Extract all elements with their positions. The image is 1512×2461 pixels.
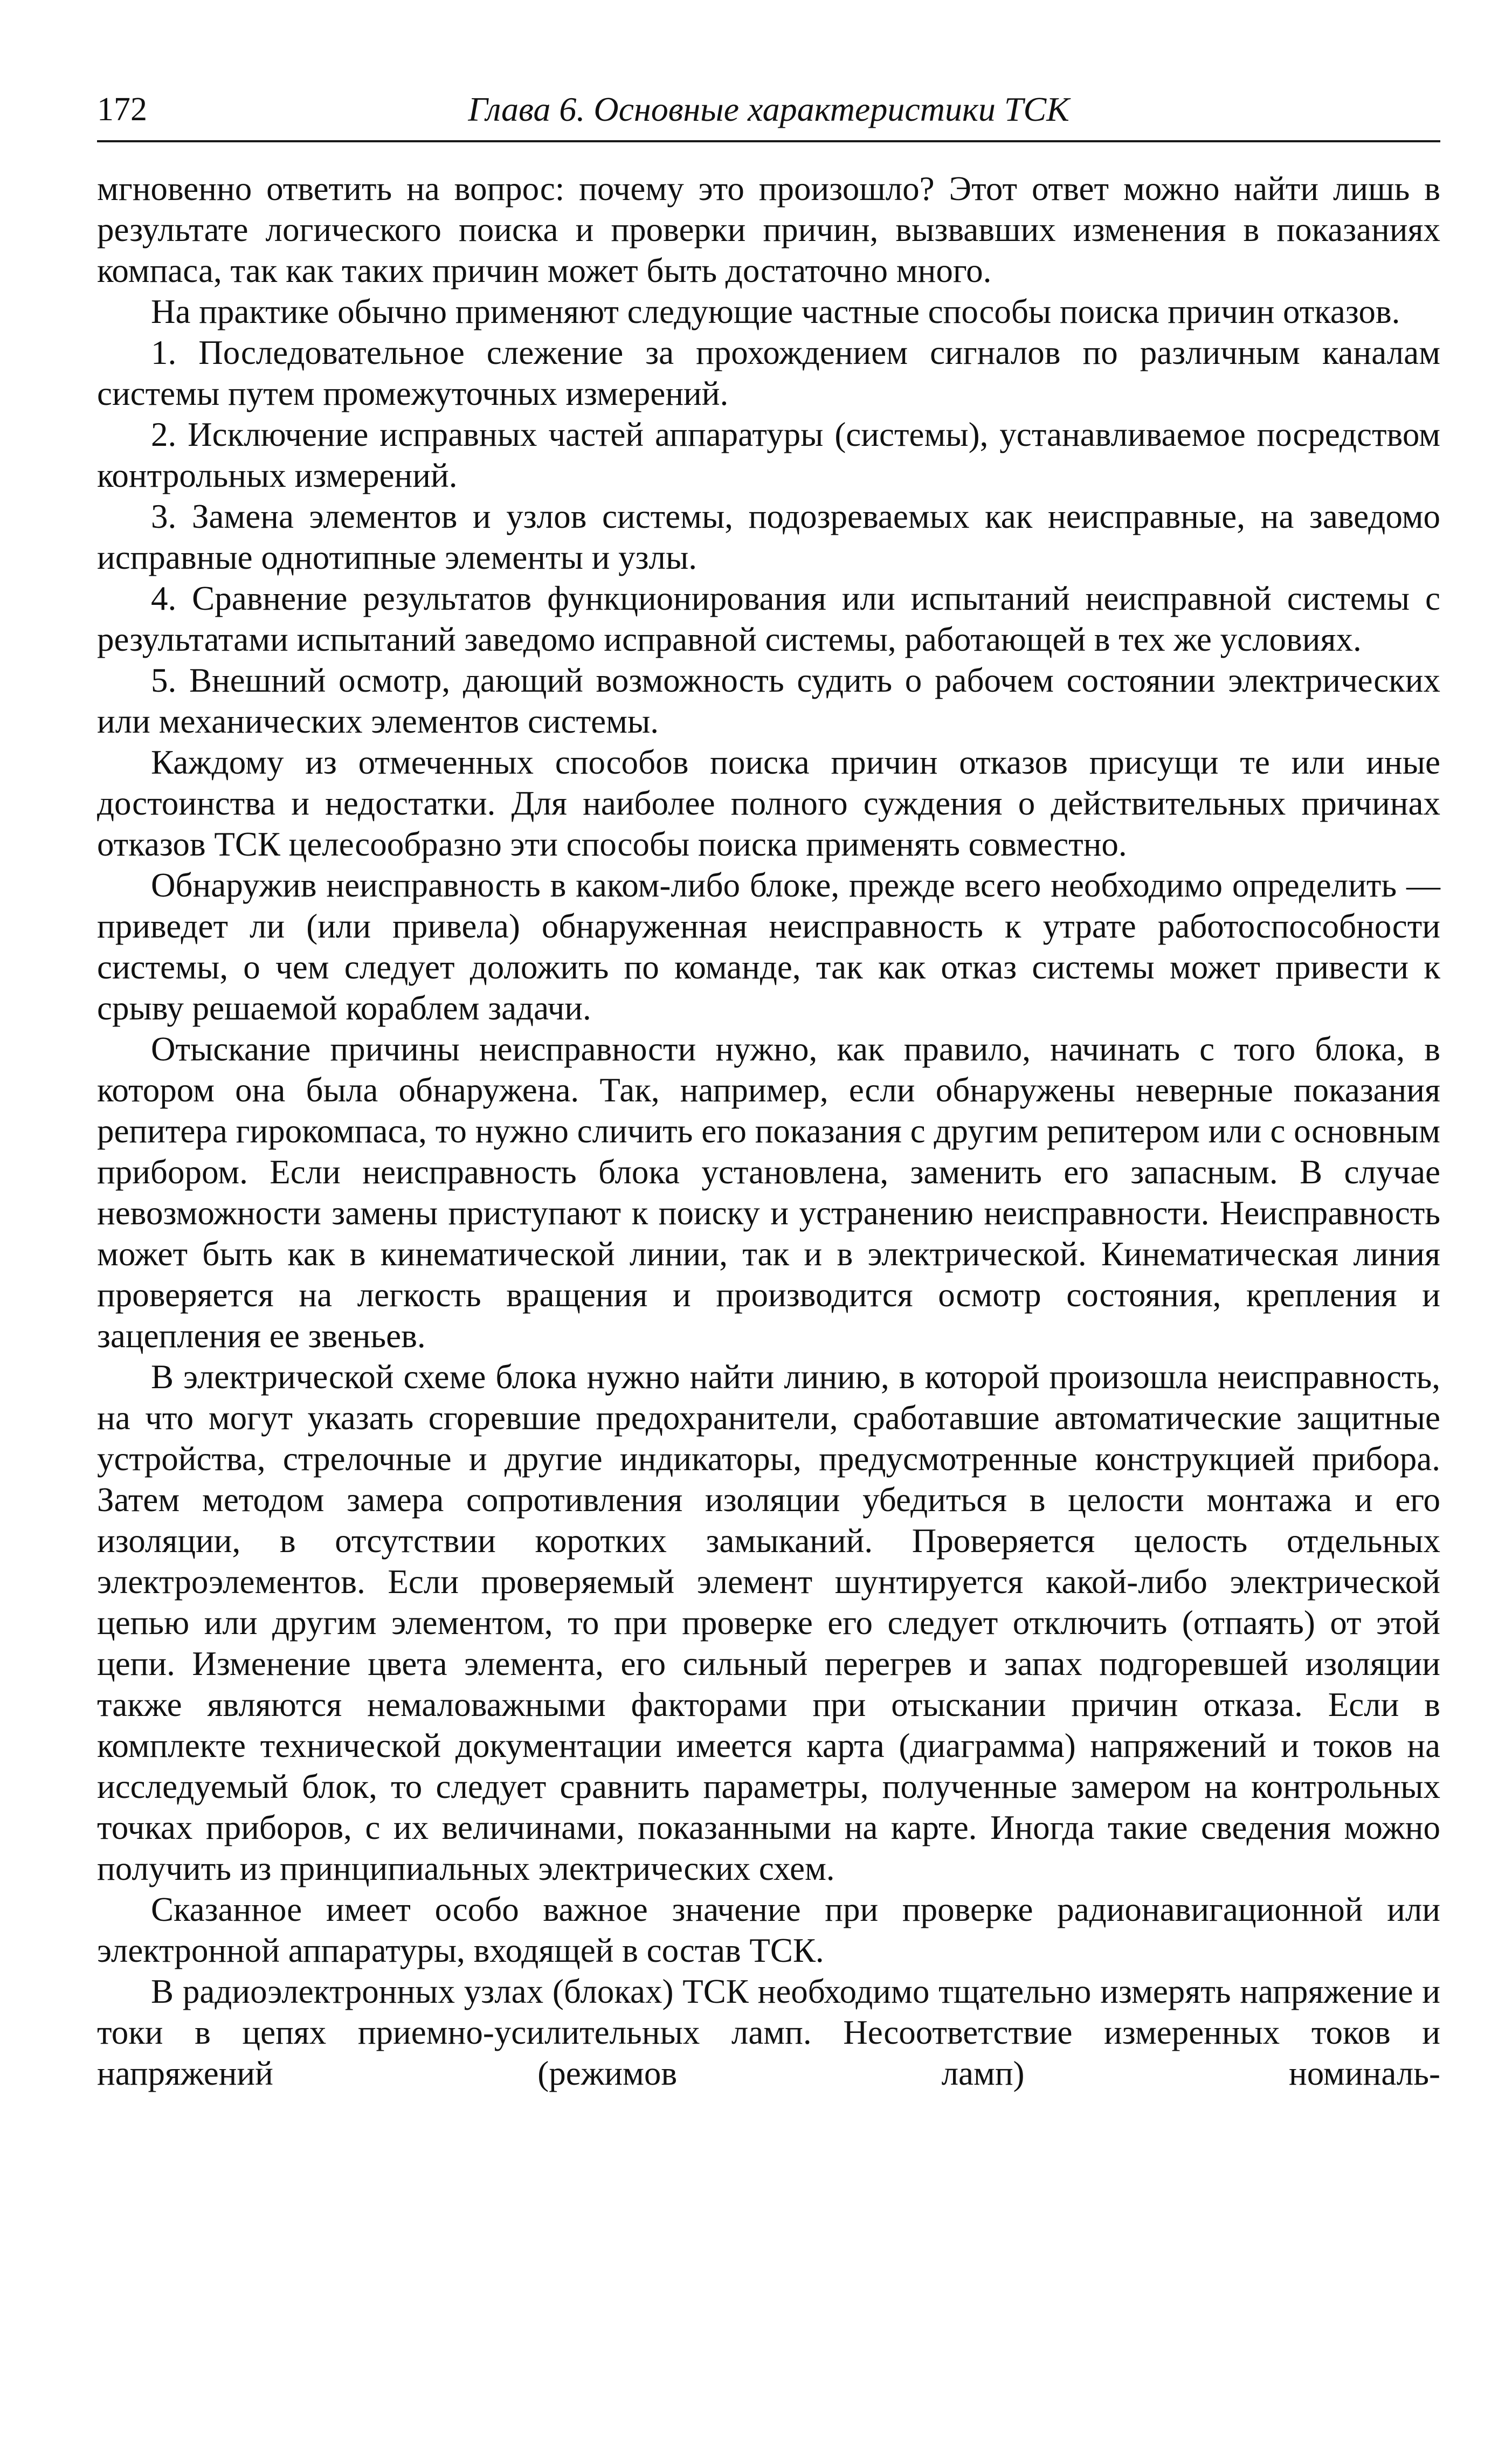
list-item-4: 4. Сравнение результатов функционирования или испытаний неисправной системы с результатами испытаний заведомо исправной системы, работающей в тех же условиях. — [97, 580, 1440, 658]
paragraph-fault-detected: Обнаружив неисправность в каком-либо блоке, прежде всего необходимо определить — приведет ли (или привела) обнаруженная неисправность к утрате работоспособности системы, о чем следует доложить по команде, так как отказ системы может привести к срыву решаемой кораблем задачи. — [97, 866, 1440, 1027]
book-page — [97, 81, 1440, 2426]
running-header — [97, 81, 1440, 142]
list-item-5: 5. Внешний осмотр, дающий возможность судить о рабочем состоянии электрических или механических элементов системы. — [97, 661, 1440, 740]
paragraph-continued: мгновенно ответить на вопрос: почему это произошло? Этот ответ можно найти лишь в результате логического поиска и проверки причин, вызвавших изменения в показаниях компаса, так как таких причин может быть достаточно много. — [97, 170, 1440, 289]
list-item-3: 3. Замена элементов и узлов системы, подозреваемых как неисправные, на заведомо исправные однотипные элементы и узлы. — [97, 498, 1440, 576]
paragraph-radio-units: В радиоэлектронных узлах (блоках) ТСК необходимо тщательно измерять напряжение и токи в цепях приемно-усилительных ламп. Несоответствие измеренных токов и напряжений (режимов ламп) номиналь- — [97, 1973, 1440, 2092]
paragraph-radio-importance: Сказанное имеет особо важное значение при проверке радионавигационной или электронной аппаратуры, входящей в состав ТСК. — [97, 1891, 1440, 1969]
body-text — [97, 168, 1440, 2094]
paragraph-electrical-scheme: В электрической схеме блока нужно найти линию, в которой произошла неисправность, на что могут указать сгоревшие предохранители, сработавшие автоматические защитные устройства, стрелочные и другие индикаторы, предусмотренные конструкцией прибора. Затем методом замера сопротивления изоляции убедиться в целости монтажа и его изоляции, в отсутствии коротких замыканий. Проверяется целость отдельных электроэлементов. Если проверяемый элемент шунтируется какой-либо электрической цепью или другим элементом, то при проверке его следует отключить (отпаять) от этой цепи. Изменение цвета элемента, его сильный перегрев и запах подгоревшей изоляции также являются немаловажными факторами при отыскании причин отказа. Если в комплекте технической документации имеется карта (диаграмма) напряжений и токов на исследуемый блок, то следует сравнить параметры, полученные замером на контрольных точках приборов, с их величинами, показанными на карте. Иногда такие сведения можно получить из принципиальных электрических схем. — [97, 1358, 1440, 1887]
paragraph-methods-combined: Каждому из отмеченных способов поиска причин отказов присущи те или иные достоинства и недостатки. Для наиболее полного суждения о действительных причинах отказов ТСК целесообразно эти способы поиска применять совместно. — [97, 743, 1440, 863]
paragraph-fault-search: Отыскание причины неисправности нужно, как правило, начинать с того блока, в котором она была обнаружена. Так, например, если обнаружены неверные показания репитера гирокомпаса, то нужно сличить его показания с другим репитером или с основным прибором. Если неисправность блока установлена, заменить его запасным. В случае невозможности замены приступают к поиску и устранению неисправности. Неисправность может быть как в кинематической линии, так и в электрической. Кинематическая линия проверяется на легкость вращения и производится осмотр состояния, крепления и зацепления ее звеньев. — [97, 1030, 1440, 1355]
page-number: 172 — [97, 91, 147, 128]
list-item-2: 2. Исключение исправных частей аппаратуры (системы), устанавливаемое посредством контрольных измерений. — [97, 416, 1440, 494]
chapter-title: Глава 6. Основные характеристики ТСК — [468, 90, 1069, 128]
paragraph-methods-intro: На практике обычно применяют следующие частные способы поиска причин отказов. — [151, 293, 1400, 330]
list-item-1: 1. Последовательное слежение за прохождением сигналов по различным каналам системы путем промежуточных измерений. — [97, 334, 1440, 412]
